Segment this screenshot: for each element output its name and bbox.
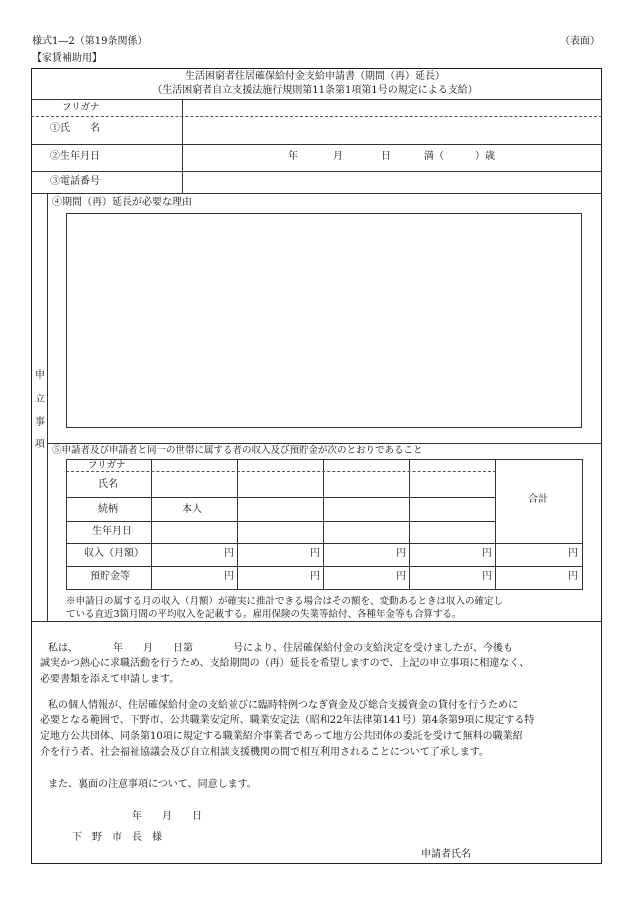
table-savings-label: 預貯金等 [90, 571, 130, 582]
section-char-3: 事 [35, 417, 45, 428]
table-income-label: 収入（月額） [84, 548, 144, 559]
form-number: 様式1―2（第19条関係） [32, 36, 148, 47]
phone-label: ③電話番号 [50, 176, 100, 187]
table-relation-label: 続柄 [98, 504, 118, 515]
name-label: ①氏 名 [50, 123, 100, 134]
yen-unit: 円 [482, 571, 492, 582]
age-close: ）歳 [475, 151, 495, 162]
relation-self: 本人 [182, 504, 202, 515]
form-subtitle: （生活困窮者自立支援法施行規則第11条第1項第1号の規定による支給） [152, 85, 478, 96]
name-field[interactable] [184, 117, 600, 143]
income-label: ⑤申請者及び申請者と同一の世帯に属する者の収入及び預貯金が次のとおりであること [52, 445, 423, 456]
addressee: 下 野 市 長 様 [72, 832, 162, 843]
yen-unit: 円 [224, 548, 234, 559]
birth-month-unit: 月 [333, 151, 343, 162]
declaration-p1-line2: 誠実かつ熱心に求職活動を行うため、支給期間の（再）延長を希望しますので、上記の申立事項に相違なく、 [40, 658, 530, 669]
consent-text: また、裏面の注意事項について、同意します。 [48, 779, 257, 790]
reason-label: ④期間（再）延長が必要な理由 [52, 197, 192, 208]
yen-unit: 円 [568, 571, 578, 582]
table-name-label: 氏名 [98, 479, 118, 490]
yen-unit: 円 [568, 548, 578, 559]
income-table [66, 459, 583, 590]
yen-unit: 円 [482, 548, 492, 559]
income-note-line2: ている直近3箇月間の平均収入を記載する。雇用保険の失業等給付、各種年金等も合算する。 [66, 609, 462, 620]
table-total-label: 合計 [528, 494, 548, 505]
birth-day-unit: 日 [381, 151, 391, 162]
declaration-p1-line1: 私は、 年 月 日第 号により、住居確保給付金の支給決定を受けましたが、今後も [48, 643, 513, 654]
signer-name-field[interactable] [480, 846, 598, 862]
yen-unit: 円 [310, 548, 320, 559]
age-open: 満（ [424, 151, 444, 162]
furigana-label: フリガナ [62, 102, 100, 113]
application-date: 年 月 日 [132, 811, 202, 822]
section-char-1: 申 [35, 370, 45, 381]
signer-label: 申請者氏名 [421, 849, 471, 860]
yen-unit: 円 [224, 571, 234, 582]
page-side-label: （表面） [560, 36, 600, 47]
table-furigana-label: フリガナ [88, 460, 126, 471]
declaration-p2-line1: 私の個人情報が、住居確保給付金の支給並びに臨時特例つなぎ資金及び総合支援資金の貸付を行うために [48, 700, 518, 711]
table-birth-label: 生年月日 [92, 526, 132, 537]
form-title: 生活困窮者住居確保給付金支給申請書（期間（再）延長） [185, 71, 445, 82]
phone-field[interactable] [184, 172, 600, 192]
declaration-p2-line4: 介を行う者、社会福祉協議会及び自立相談支援機関の間で相互利用されることについて了承します。 [40, 747, 489, 758]
reason-input[interactable] [66, 213, 582, 428]
yen-unit: 円 [310, 571, 320, 582]
birthdate-label: ②生年月日 [50, 151, 100, 162]
declaration-p2-line2: 必要となる範囲で、下野市、公共職業安定所、職業安定法（昭和22年法律第141号）第4条第9項に規定する特 [40, 715, 535, 726]
birthdate-field[interactable] [184, 145, 600, 170]
furigana-field[interactable] [184, 100, 600, 115]
category-label: 【家賃補助用】 [32, 53, 102, 64]
yen-unit: 円 [396, 548, 406, 559]
birth-year-unit: 年 [288, 151, 298, 162]
yen-unit: 円 [396, 571, 406, 582]
declaration-p1-line3: 必要書類を添えて申請します。 [40, 674, 180, 685]
section-char-2: 立 [35, 394, 45, 405]
section-char-4: 項 [35, 439, 45, 450]
income-note-line1: ※申請日の属する月の収入（月額）が確実に推計できる場合はその額を、変動あるときは収入の確定し [66, 596, 504, 607]
declaration-p2-line3: 定地方公共団体、同条第10項に規定する職業紹介事業者であって地方公共団体の委託を受けて無料の職業紹 [40, 731, 523, 742]
